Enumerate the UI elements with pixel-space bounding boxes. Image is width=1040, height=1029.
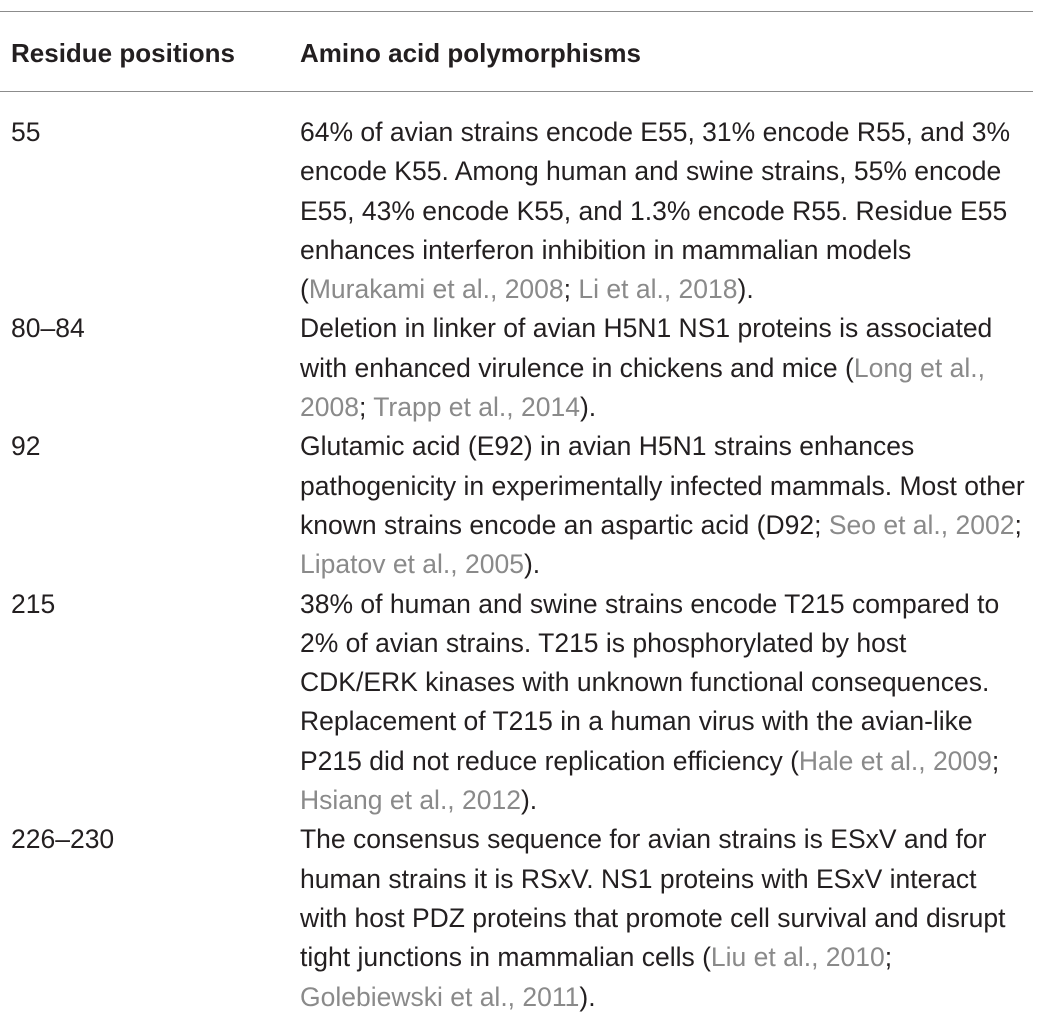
table-header (0, 34, 1040, 74)
table-row (0, 309, 1040, 427)
citation-separator: ; (358, 392, 374, 423)
header-amino-acid-polymorphisms: Amino acid polymorphisms (300, 38, 641, 68)
table-top-rule (0, 11, 1033, 12)
residue-position: 226–230 (11, 824, 115, 855)
residue-position: 55 (11, 117, 41, 147)
description-text: Deletion in linker of avian H5N1 NS1 proteins is associated with enhanced virulence in chickens and mice ( (300, 313, 993, 383)
table-row (0, 585, 1040, 821)
polymorphism-description (300, 585, 1029, 821)
citation-link[interactable]: Golebiewski et al., 2011 (300, 981, 580, 1012)
citation-link[interactable]: Li et al., 2018 (578, 274, 738, 305)
header-residue-positions: Residue positions (11, 38, 235, 68)
citation-separator: ; (1014, 509, 1022, 540)
citation-link[interactable]: Long et al., 2008 (300, 352, 985, 423)
table-header-rule (0, 91, 1033, 92)
citation-link[interactable]: Murakami et al., 2008 (308, 274, 564, 305)
citation-end: ). (520, 785, 538, 816)
table-row (0, 427, 1040, 584)
table-row (0, 113, 1040, 309)
citation-link[interactable]: Lipatov et al., 2005 (300, 549, 524, 580)
residue-position: 80–84 (11, 313, 85, 344)
polymorphism-description (300, 820, 1029, 1016)
citation-link[interactable]: Hsiang et al., 2012 (300, 785, 521, 816)
citation-separator: ; (563, 274, 579, 305)
table-body (0, 113, 1040, 1017)
residue-position: 92 (11, 431, 41, 462)
citation-link[interactable]: Seo et al., 2002 (828, 509, 1015, 540)
citation-link[interactable]: Trapp et al., 2014 (373, 392, 580, 423)
polymorphism-description (300, 309, 1029, 427)
polymorphism-description (300, 427, 1029, 584)
citation-end: ). (579, 392, 597, 423)
citation-separator: ; (991, 745, 1000, 776)
table-row (0, 820, 1040, 1016)
citation-end: ). (579, 981, 596, 1012)
description-text: 64% of avian strains encode E55, 31% encode R55, and 3% encode K55. Among human and swine strains, 55% encode E55, 43% encode K55, and 1.3% encode R55. Residue E55 enhances interferon inhibition in mammalian models ( (300, 117, 1011, 305)
citation-end: ). (737, 274, 754, 305)
citation-separator: ; (884, 942, 893, 973)
description-text: 38% of human and swine strains encode T215 compared to 2% of avian strains. T215 is phosphorylated by host CDK/ERK kinases with unknown functional consequences. Replacement of T215 in a human virus with the avian-like P215 did not reduce replication efficiency ( (300, 588, 1000, 776)
citation-link[interactable]: Liu et al., 2010 (710, 942, 885, 973)
polymorphism-description (300, 113, 1029, 309)
citation-link[interactable]: Hale et al., 2009 (798, 745, 992, 776)
description-text: Glutamic acid (E92) in avian H5N1 strains enhances pathogenicity in experimentally infected mammals. Most other known strains encode an aspartic acid (D92; (300, 431, 1025, 540)
description-text: The consensus sequence for avian strains is ESxV and for human strains it is RSxV. NS1 proteins with ESxV interact with host PDZ proteins that promote cell survival and disrupt tight junctions in mammalian cells ( (300, 824, 1006, 973)
citation-end: ). (523, 549, 541, 580)
residue-position: 215 (11, 588, 56, 619)
